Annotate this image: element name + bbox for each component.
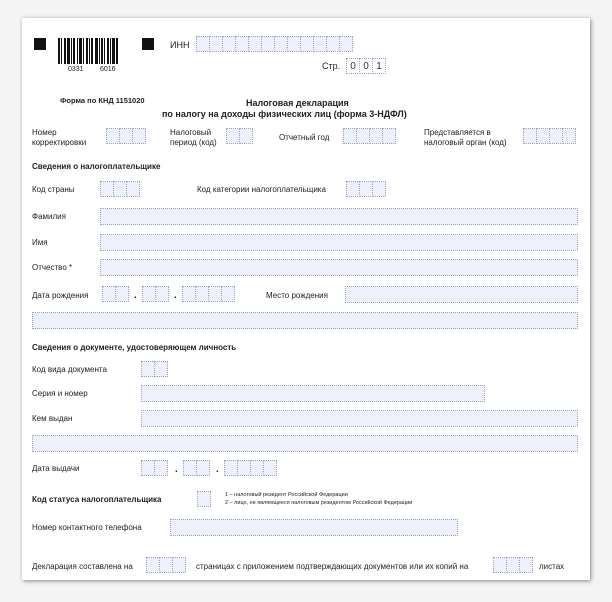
birth-date-label: Дата рождения [32,291,89,300]
tax-authority-label: Представляется в налоговый орган (код) [424,128,507,147]
issue-date-label: Дата выдачи [32,464,80,473]
series-number-label: Серия и номер [32,389,88,398]
birth-place-field-line-2[interactable] [32,312,578,329]
status-field[interactable] [197,491,210,507]
footer-text-part-3: листах [539,562,565,571]
section-taxpayer-title: Сведения о налогоплательщике [32,162,161,171]
birth-month-field[interactable] [142,286,168,302]
report-year-label: Отчетный год [279,133,330,142]
registration-mark-right [142,38,154,50]
birth-day-field[interactable] [102,286,128,302]
correction-label: Номер корректировки [32,128,87,147]
birth-place-label: Место рождения [266,291,328,300]
taxpayer-category-label: Код категории налогоплательщика [197,185,326,194]
date-separator: . [174,290,177,301]
barcode-digits-left: 0331 [68,66,84,73]
date-separator: . [216,464,219,475]
tax-period-field[interactable] [226,128,252,144]
sheets-count-field[interactable] [493,557,532,573]
date-separator: . [134,290,137,301]
surname-field[interactable] [100,208,578,225]
issued-by-field[interactable] [141,410,578,427]
page-number-field [346,58,385,74]
page-digit: 1 [372,58,386,74]
declaration-page [22,18,590,580]
report-year-field[interactable] [343,128,395,144]
phone-field[interactable] [170,519,458,536]
status-note-2: 2 – лицо, не являющееся налоговым резидентом Российской Федерации [225,500,413,506]
birth-place-field[interactable] [345,286,578,303]
section-identity-title: Сведения о документе, удостоверяющем личность [32,343,237,352]
pages-count-field[interactable] [146,557,185,573]
taxpayer-category-field[interactable] [346,181,385,197]
issued-by-label: Кем выдан [32,414,73,423]
name-field[interactable] [100,234,578,251]
registration-mark-left [34,38,46,50]
phone-label: Номер контактного телефона [32,523,142,532]
form-code: Форма по КНД 1151020 [60,96,145,105]
series-number-field[interactable] [141,385,485,402]
page-digit: 0 [359,58,373,74]
inn-label: ИНН [170,40,190,50]
issue-year-field[interactable] [224,460,276,476]
name-label: Имя [32,238,48,247]
status-label: Код статуса налогоплательщика [32,495,162,504]
page-label: Стр. [322,61,341,71]
tax-period-label: Налоговый период (код) [170,128,217,147]
title-line-2: по налогу на доходы физических лиц (форма 3-НДФЛ) [162,109,407,119]
barcode [58,36,118,64]
footer-text-part-2: страницах с приложением подтверждающих документов или их копий на [196,562,469,571]
tax-authority-field[interactable] [523,128,575,144]
page-digit: 0 [346,58,360,74]
birth-year-field[interactable] [182,286,234,302]
doc-type-field[interactable] [141,361,167,377]
correction-number-field[interactable] [106,128,145,144]
surname-label: Фамилия [32,212,66,221]
patronymic-field[interactable] [100,259,578,276]
status-note-1: 1 – налоговый резидент Российской Федерации [225,492,348,498]
issue-day-field[interactable] [141,460,167,476]
date-separator: . [175,464,178,475]
inn-field[interactable] [196,36,352,52]
doc-type-label: Код вида документа [32,365,107,374]
country-code-field[interactable] [100,181,139,197]
footer-text-part-1: Декларация составлена на [32,562,133,571]
barcode-digits-right: 6016 [100,66,116,73]
title-line-1: Налоговая декларация [246,98,349,108]
patronymic-label: Отчество * [32,263,73,272]
issue-month-field[interactable] [183,460,209,476]
issued-by-field-line-2[interactable] [32,435,578,452]
country-code-label: Код страны [32,185,75,194]
